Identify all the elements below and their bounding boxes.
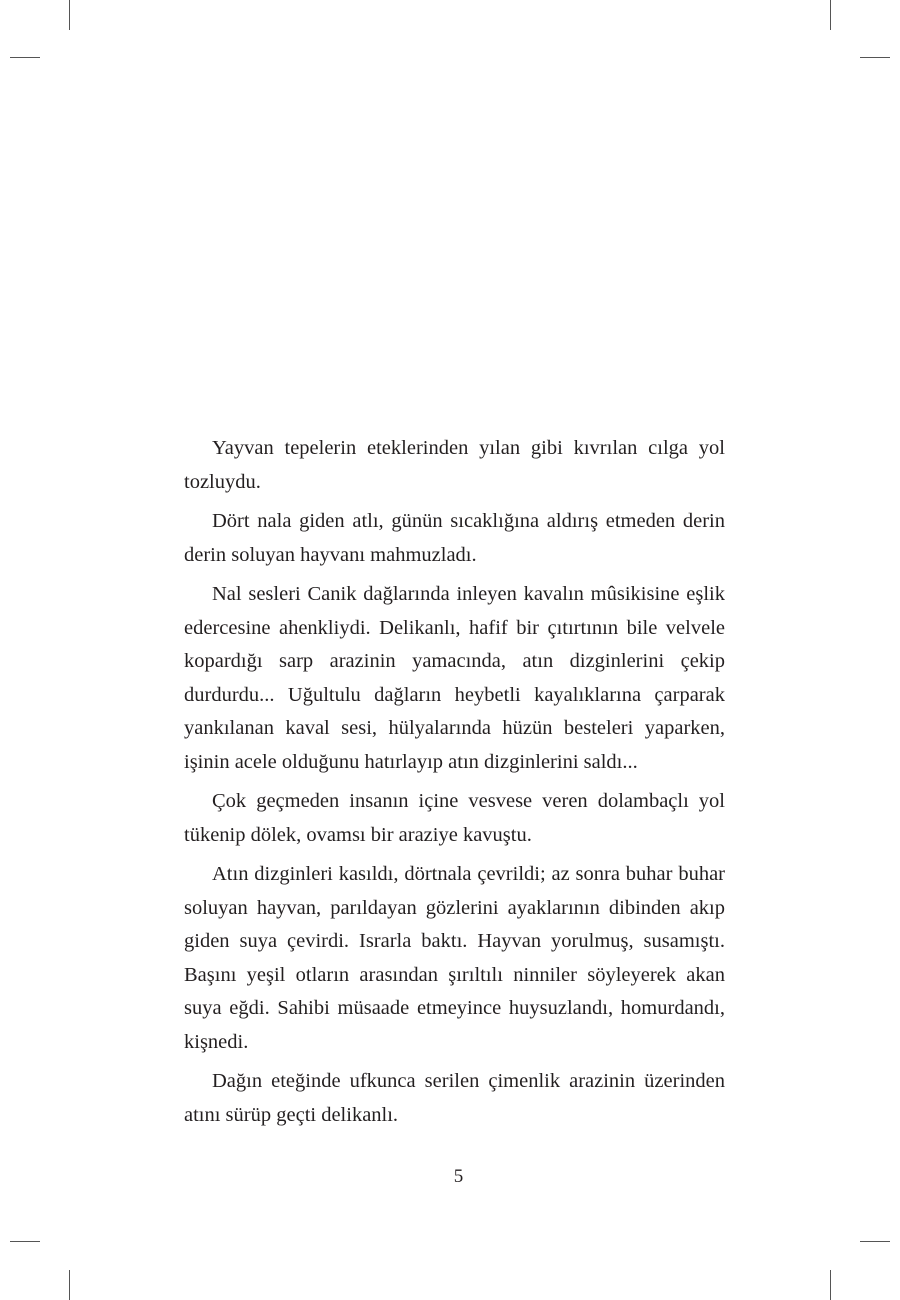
page-number: 5 (453, 1166, 464, 1187)
paragraph: Yayvan tepelerin eteklerinden yılan gibi kıvrılan cılga yol tozluydu. (184, 437, 725, 493)
crop-mark-top-left (69, 0, 70, 30)
paragraph: Nal sesleri Canik dağlarında inleyen kavalın mûsikisine eşlik edercesine ahenkliydi. Delikanlı, hafif bir çıtırtının bile velvele kopardığı sarp arazinin yamacında, atın dizginlerini çekip durdurdu... Uğultulu dağların heybetli kayalıklarına çarparak yankılanan kaval sesi, hülyalarında hüzün besteleri yaparken, işinin acele olduğunu hatırlayıp atın dizginlerini saldı... (184, 583, 725, 773)
crop-mark-top-right (830, 0, 831, 30)
paragraph: Dört nala giden atlı, günün sıcaklığına aldırış etmeden derin derin soluyan hayvanı mahmuzladı. (184, 510, 725, 566)
crop-mark-bottom-left (69, 1270, 70, 1300)
crop-mark-right-bottom (860, 1241, 890, 1242)
body-text (184, 432, 725, 1138)
crop-mark-right-top (860, 57, 890, 58)
paragraph: Çok geçmeden insanın içine vesvese veren dolambaçlı yol tükenip dölek, ovamsı bir araziye kavuştu. (184, 790, 725, 846)
crop-mark-left-bottom (10, 1241, 40, 1242)
crop-mark-bottom-right (830, 1270, 831, 1300)
paragraph: Dağın eteğinde ufkunca serilen çimenlik arazinin üzerinden atını sürüp geçti delikanlı. (184, 1070, 725, 1126)
crop-mark-left-top (10, 57, 40, 58)
paragraph: Atın dizginleri kasıldı, dörtnala çevrildi; az sonra buhar buhar soluyan hayvan, parıldayan gözlerini ayaklarının dibinden akıp giden suya çevirdi. Israrla baktı. Hayvan yorulmuş, susamıştı. Başını yeşil otların arasından şırıltılı ninniler söyleyerek akan suya eğdi. Sahibi müsaade etmeyince huysuzlandı, homurdandı, kişnedi. (184, 863, 725, 1053)
